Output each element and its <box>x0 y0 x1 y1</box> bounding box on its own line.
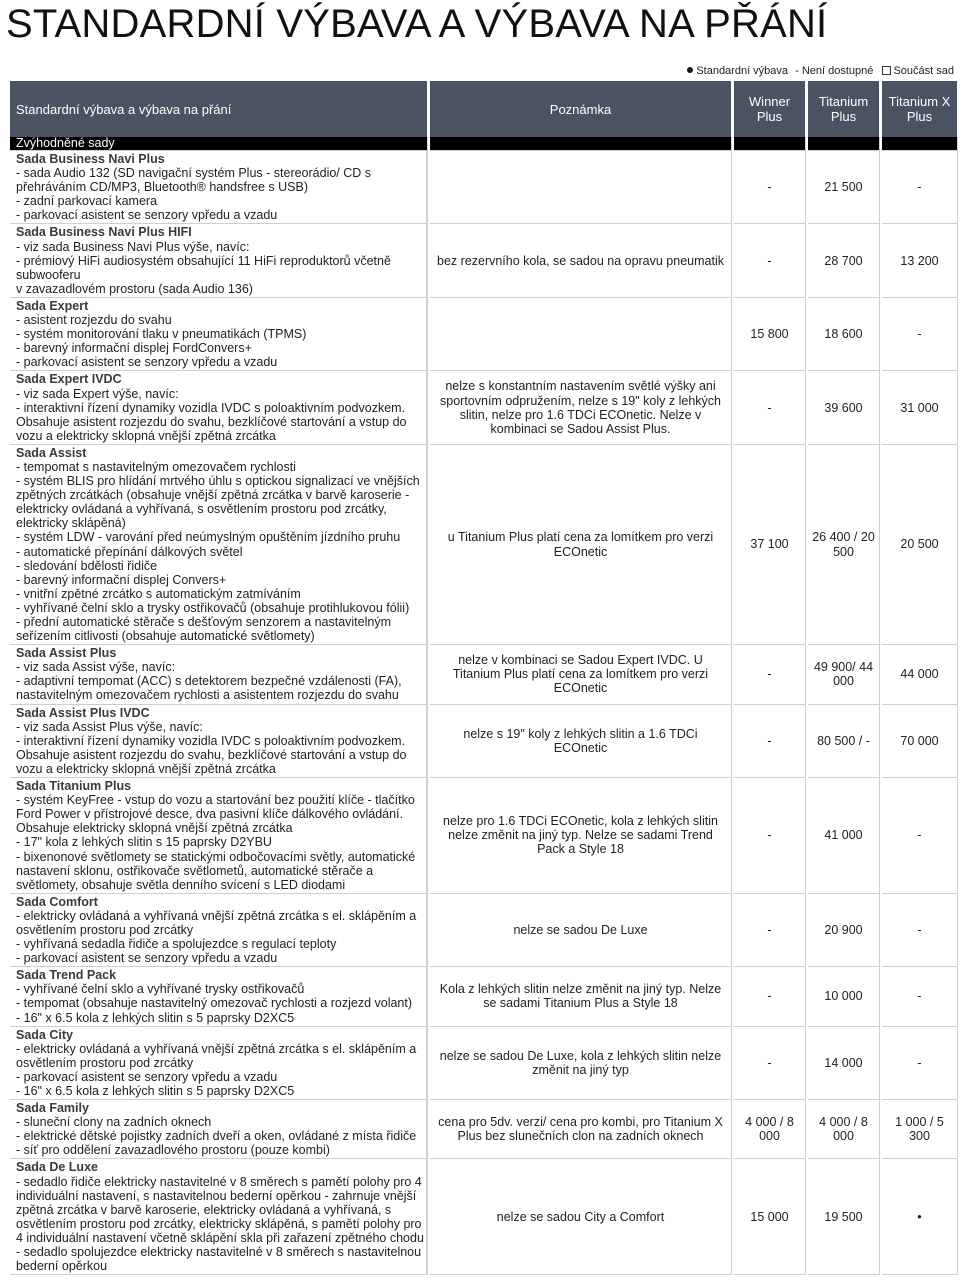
note-cell: u Titanium Plus platí cena za lomítkem pro verzi ECOnetic <box>430 445 732 645</box>
titanium-plus-price: 4 000 / 8 000 <box>808 1100 880 1159</box>
item-title: Sada Business Navi Plus <box>16 152 165 166</box>
winner-plus-price: - <box>734 645 806 704</box>
item-line: - sluneční clony na zadních oknech <box>16 1115 212 1130</box>
item-line: - bixenonové světlomety se statickými odbočovacími světly, automatické nastavení sklonu, ostřikovače světlometů, automatické stěrače a světlomety, obsahuje světla denního svícení s LED diodami <box>16 849 416 892</box>
table-row <box>10 1159 958 1275</box>
item-cell <box>10 298 428 371</box>
item-line: - interaktivní řízení dynamiky vozidla IVDC s poloaktivním podvozkem. Obsahuje asistent rozjezdu do svahu, bezklíčové startování a vstup do vozu a elektricky sklopná vnější zpětná zrcátka <box>16 400 407 443</box>
winner-plus-price: - <box>734 705 806 778</box>
titanium-plus-price: 49 900/ 44 000 <box>808 645 880 704</box>
item-line: - viz sada Assist Plus výše, navíc: <box>16 719 203 734</box>
item-line: - vyhřívané čelní sklo a vyhřívané trysky ostřikovačů <box>16 982 305 997</box>
titanium-x-plus-price: - <box>882 778 958 894</box>
item-cell <box>10 1159 428 1275</box>
table-row <box>10 151 958 224</box>
note-cell: nelze se sadou De Luxe, kola z lehkých slitin nelze změnit na jiný typ <box>430 1027 732 1100</box>
note-cell: Kola z lehkých slitin nelze změnit na jiný typ. Nelze se sadami Titanium Plus a Style 18 <box>430 967 732 1026</box>
item-line: - sledování bdělosti řidiče <box>16 558 158 573</box>
note-cell: nelze se sadou De Luxe <box>430 894 732 967</box>
titanium-plus-price: 28 700 <box>808 224 880 297</box>
titanium-x-plus-price: 31 000 <box>882 371 958 444</box>
titanium-x-plus-price: 20 500 <box>882 445 958 645</box>
item-line: - barevný informační displej Convers+ <box>16 572 227 587</box>
item-title: Sada Expert <box>16 298 89 313</box>
item-cell <box>10 224 428 297</box>
legend-unavailable: - Není dostupné <box>795 65 874 77</box>
note-cell: nelze v kombinaci se Sadou Expert IVDC. U Titanium Plus platí cena za lomítkem pro verzi ECOnetic <box>430 645 732 704</box>
table-row <box>10 445 958 645</box>
titanium-x-plus-price: 13 200 <box>882 224 958 297</box>
item-cell <box>10 1100 428 1159</box>
winner-plus-price: - <box>734 151 806 224</box>
table-row <box>10 1027 958 1100</box>
item-line: - zadní parkovací kamera <box>16 194 158 209</box>
item-cell <box>10 1027 428 1100</box>
item-line: - viz sada Assist výše, navíc: <box>16 660 176 675</box>
note-cell: nelze pro 1.6 TDCi ECOnetic, kola z lehkých slitin nelze změnit na jiný typ. Nelze se sadami Trend Pack a Style 18 <box>430 778 732 894</box>
item-line: - automatické přepínání dálkových světel <box>16 544 243 559</box>
item-title: Sada Trend Pack <box>16 968 117 983</box>
item-line: v zavazadlovém prostoru (sada Audio 136) <box>16 281 253 296</box>
item-title: Sada Comfort <box>16 894 98 909</box>
item-title: Sada Titanium Plus <box>16 779 132 794</box>
titanium-x-plus-price: 44 000 <box>882 645 958 704</box>
legend <box>687 65 954 78</box>
table-row <box>10 705 958 778</box>
bullet-icon <box>687 67 693 73</box>
checkbox-square-icon <box>882 66 891 75</box>
item-line: - 17" kola z lehkých slitin s 15 paprsky D2YBU <box>16 835 272 850</box>
note-cell: nelze se sadou City a Comfort <box>430 1159 732 1275</box>
item-line: - vyhřívaná sedadla řidiče a spolujezdce s regulací teploty <box>16 937 337 952</box>
winner-plus-price: 15 800 <box>734 298 806 371</box>
header-note: Poznámka <box>430 81 732 137</box>
item-cell <box>10 151 428 224</box>
note-cell: bez rezervního kola, se sadou na opravu pneumatik <box>430 224 732 297</box>
titanium-x-plus-price: • <box>882 1159 958 1275</box>
item-cell <box>10 371 428 444</box>
item-line: - adaptivní tempomat (ACC) s detektorem bezpečné vzdálenosti (FA), nastavitelným omezovačem rychlosti a asistentem rozjezdu do svahu <box>16 674 402 703</box>
page-title: STANDARDNÍ VÝBAVA A VÝBAVA NA PŘÁNÍ <box>6 2 828 46</box>
item-line: - síť pro oddělení zavazadlového prostoru (pouze kombi) <box>16 1143 330 1158</box>
note-cell: nelze s 19" koly z lehkých slitin a 1.6 TDCi ECOnetic <box>430 705 732 778</box>
titanium-plus-price: 21 500 <box>808 151 880 224</box>
item-line: - elektrické dětské pojistky zadních dveří a oken, ovládané z místa řidiče <box>16 1129 417 1144</box>
winner-plus-price: 4 000 / 8 000 <box>734 1100 806 1159</box>
item-line: - systém BLIS pro hlídání mrtvého úhlu s optickou signalizací ve vnějších zpětných zrcátkách (obsahuje vnější zpětná zrcátka v barvě karoserie - elektricky ovládaná a vyhřívaná, s osvětlením prostoru pod zrcátky, elektricky sklápěná) <box>16 474 420 531</box>
titanium-plus-price: 18 600 <box>808 298 880 371</box>
item-line: - elektricky ovládaná a vyhřívaná vnější zpětná zrcátka s el. sklápěním a osvětlením prostoru pod zrcátky <box>16 908 417 937</box>
item-line: - sedadlo spolujezdce elektricky nastavitelné v 8 směrech s nastavitelnou bederní opěrkou <box>16 1245 422 1274</box>
winner-plus-price: 15 000 <box>734 1159 806 1275</box>
table-row <box>10 894 958 967</box>
winner-plus-price: - <box>734 1027 806 1100</box>
note-cell: cena pro 5dv. verzi/ cena pro kombi, pro Titanium X Plus bez slunečních clon na zadních oknech <box>430 1100 732 1159</box>
item-line: - sedadlo řidiče elektricky nastavitelné v 8 směrech s pamětí polohy pro 4 individuální nastavení, s nastavitelnou bederní opěrkou - zahrnuje vnější zpětná zrcátka v barvě karoserie, elektricky ovládaná a vyhřívaná, s osvětlením prostoru pod zrcátky, elektricky sklápěná, s pamětí polohy pro 4 individuální nastavení včetně sklápění skla při zařazení zpětného chodu <box>16 1174 424 1245</box>
item-line: - systém KeyFree - vstup do vozu a startování bez použití klíče - tlačítko Ford Power v přístrojové desce, dva pasivní klíče dálkového ovládání. Obsahuje elektricky sklopná vnější zpětná zrcátka <box>16 793 415 836</box>
item-line: - elektricky ovládaná a vyhřívaná vnější zpětná zrcátka s el. sklápěním a osvětlením prostoru pod zrcátky <box>16 1041 417 1070</box>
section-row <box>10 137 958 151</box>
legend-standard: Standardní výbava <box>696 65 789 77</box>
titanium-x-plus-price: - <box>882 1027 958 1100</box>
titanium-x-plus-price: 70 000 <box>882 705 958 778</box>
item-line: - tempomat (obsahuje nastavitelný omezovač rychlosti a rozjezd volant) <box>16 996 413 1011</box>
item-line: - tempomat s nastavitelným omezovačem rychlosti <box>16 459 296 474</box>
header-winner-plus: Winner Plus <box>734 81 806 137</box>
item-title: Sada Assist Plus IVDC <box>16 705 150 720</box>
winner-plus-price: - <box>734 778 806 894</box>
winner-plus-price: - <box>734 967 806 1026</box>
item-title: Sada De Luxe <box>16 1160 98 1175</box>
titanium-plus-price: 41 000 <box>808 778 880 894</box>
titanium-x-plus-price: 1 000 / 5 300 <box>882 1100 958 1159</box>
item-line: - parkovací asistent se senzory vpředu a vzadu <box>16 1069 278 1084</box>
item-title: Sada Family <box>16 1101 89 1116</box>
header-item: Standardní výbava a výbava na přání <box>10 81 428 137</box>
note-cell <box>430 151 732 224</box>
table-row <box>10 371 958 444</box>
table-row <box>10 1100 958 1159</box>
table-row <box>10 645 958 704</box>
titanium-plus-price: 26 400 / 20 500 <box>808 445 880 645</box>
item-line: - sada Audio 132 (SD navigační systém Plus - stereorádio/ CD s přehráváním CD/MP3, Bluetooth® handsfree s USB) <box>16 166 372 195</box>
note-cell: nelze s konstantním nastavením světlé výšky ani sportovním odpružením, nelze s 19" koly z lehkých slitin, nelze pro 1.6 TDCi ECOnetic. Nelze v kombinaci se Sadou Assist Plus. <box>430 371 732 444</box>
item-cell <box>10 705 428 778</box>
winner-plus-price: 37 100 <box>734 445 806 645</box>
item-line: - vnitřní zpětné zrcátko s automatickým zatmíváním <box>16 586 301 601</box>
item-line: - parkovací asistent se senzory vpředu a vzadu <box>16 355 278 370</box>
winner-plus-price: - <box>734 894 806 967</box>
titanium-plus-price: 39 600 <box>808 371 880 444</box>
legend-part-of-set: Součást sad <box>893 65 954 77</box>
titanium-x-plus-price: - <box>882 151 958 224</box>
item-title: Sada Assist Plus <box>16 646 117 661</box>
item-line: - asistent rozjezdu do svahu <box>16 313 172 328</box>
item-cell <box>10 445 428 645</box>
titanium-plus-price: 14 000 <box>808 1027 880 1100</box>
item-line: - parkovací asistent se senzory vpředu a vzadu <box>16 208 278 223</box>
item-line: - přední automatické stěrače s dešťovým senzorem a nastavitelným seřízením citlivosti (obsahuje automatické světlomety) <box>16 615 391 644</box>
item-title: Sada Assist <box>16 445 87 460</box>
titanium-x-plus-price: - <box>882 298 958 371</box>
item-line: - viz sada Expert výše, navíc: <box>16 386 179 401</box>
item-line: - parkovací asistent se senzory vpředu a vzadu <box>16 951 278 966</box>
equipment-table <box>8 81 960 1275</box>
table-row <box>10 298 958 371</box>
item-cell <box>10 645 428 704</box>
winner-plus-price: - <box>734 224 806 297</box>
item-title: Sada Expert IVDC <box>16 372 122 387</box>
titanium-plus-price: 19 500 <box>808 1159 880 1275</box>
header-titanium-x-plus: Titanium X Plus <box>882 81 958 137</box>
table-row <box>10 778 958 894</box>
item-line: - viz sada Business Navi Plus výše, navíc: <box>16 239 250 254</box>
note-cell <box>430 298 732 371</box>
titanium-plus-price: 20 900 <box>808 894 880 967</box>
header-titanium-plus: Titanium Plus <box>808 81 880 137</box>
item-title: Sada Business Navi Plus HIFI <box>16 225 192 240</box>
item-line: - systém monitorování tlaku v pneumatikách (TPMS) <box>16 327 307 342</box>
item-line: - 16" x 6.5 kola z lehkých slitin s 5 paprsky D2XC5 <box>16 1010 295 1025</box>
item-line: - vyhřívané čelní sklo a trysky ostřikovačů (obsahuje protihlukovou fólii) <box>16 600 410 615</box>
titanium-x-plus-price: - <box>882 894 958 967</box>
item-line: - prémiový HiFi audiosystém obsahující 11 HiFi reproduktorů včetně subwooferu <box>16 253 391 282</box>
titanium-plus-price: 80 500 / - <box>808 705 880 778</box>
item-line: - systém LDW - varování před neúmyslným opuštěním jízdního pruhu <box>16 530 401 545</box>
item-cell <box>10 967 428 1026</box>
section-title: Zvýhodněné sady <box>10 137 428 151</box>
item-line: - interaktivní řízení dynamiky vozidla IVDC s poloaktivním podvozkem. Obsahuje asistent rozjezdu do svahu, bezklíčové startování a vstup do vozu a elektricky sklopná vnější zpětná zrcátka <box>16 733 407 776</box>
titanium-x-plus-price: - <box>882 967 958 1026</box>
table-row <box>10 967 958 1026</box>
winner-plus-price: - <box>734 371 806 444</box>
item-line: - 16" x 6.5 kola z lehkých slitin s 5 paprsky D2XC5 <box>16 1084 295 1098</box>
table-row <box>10 224 958 297</box>
item-cell <box>10 778 428 894</box>
item-cell <box>10 894 428 967</box>
item-title: Sada City <box>16 1027 73 1042</box>
titanium-plus-price: 10 000 <box>808 967 880 1026</box>
item-line: - barevný informační displej FordConvers+ <box>16 341 252 356</box>
